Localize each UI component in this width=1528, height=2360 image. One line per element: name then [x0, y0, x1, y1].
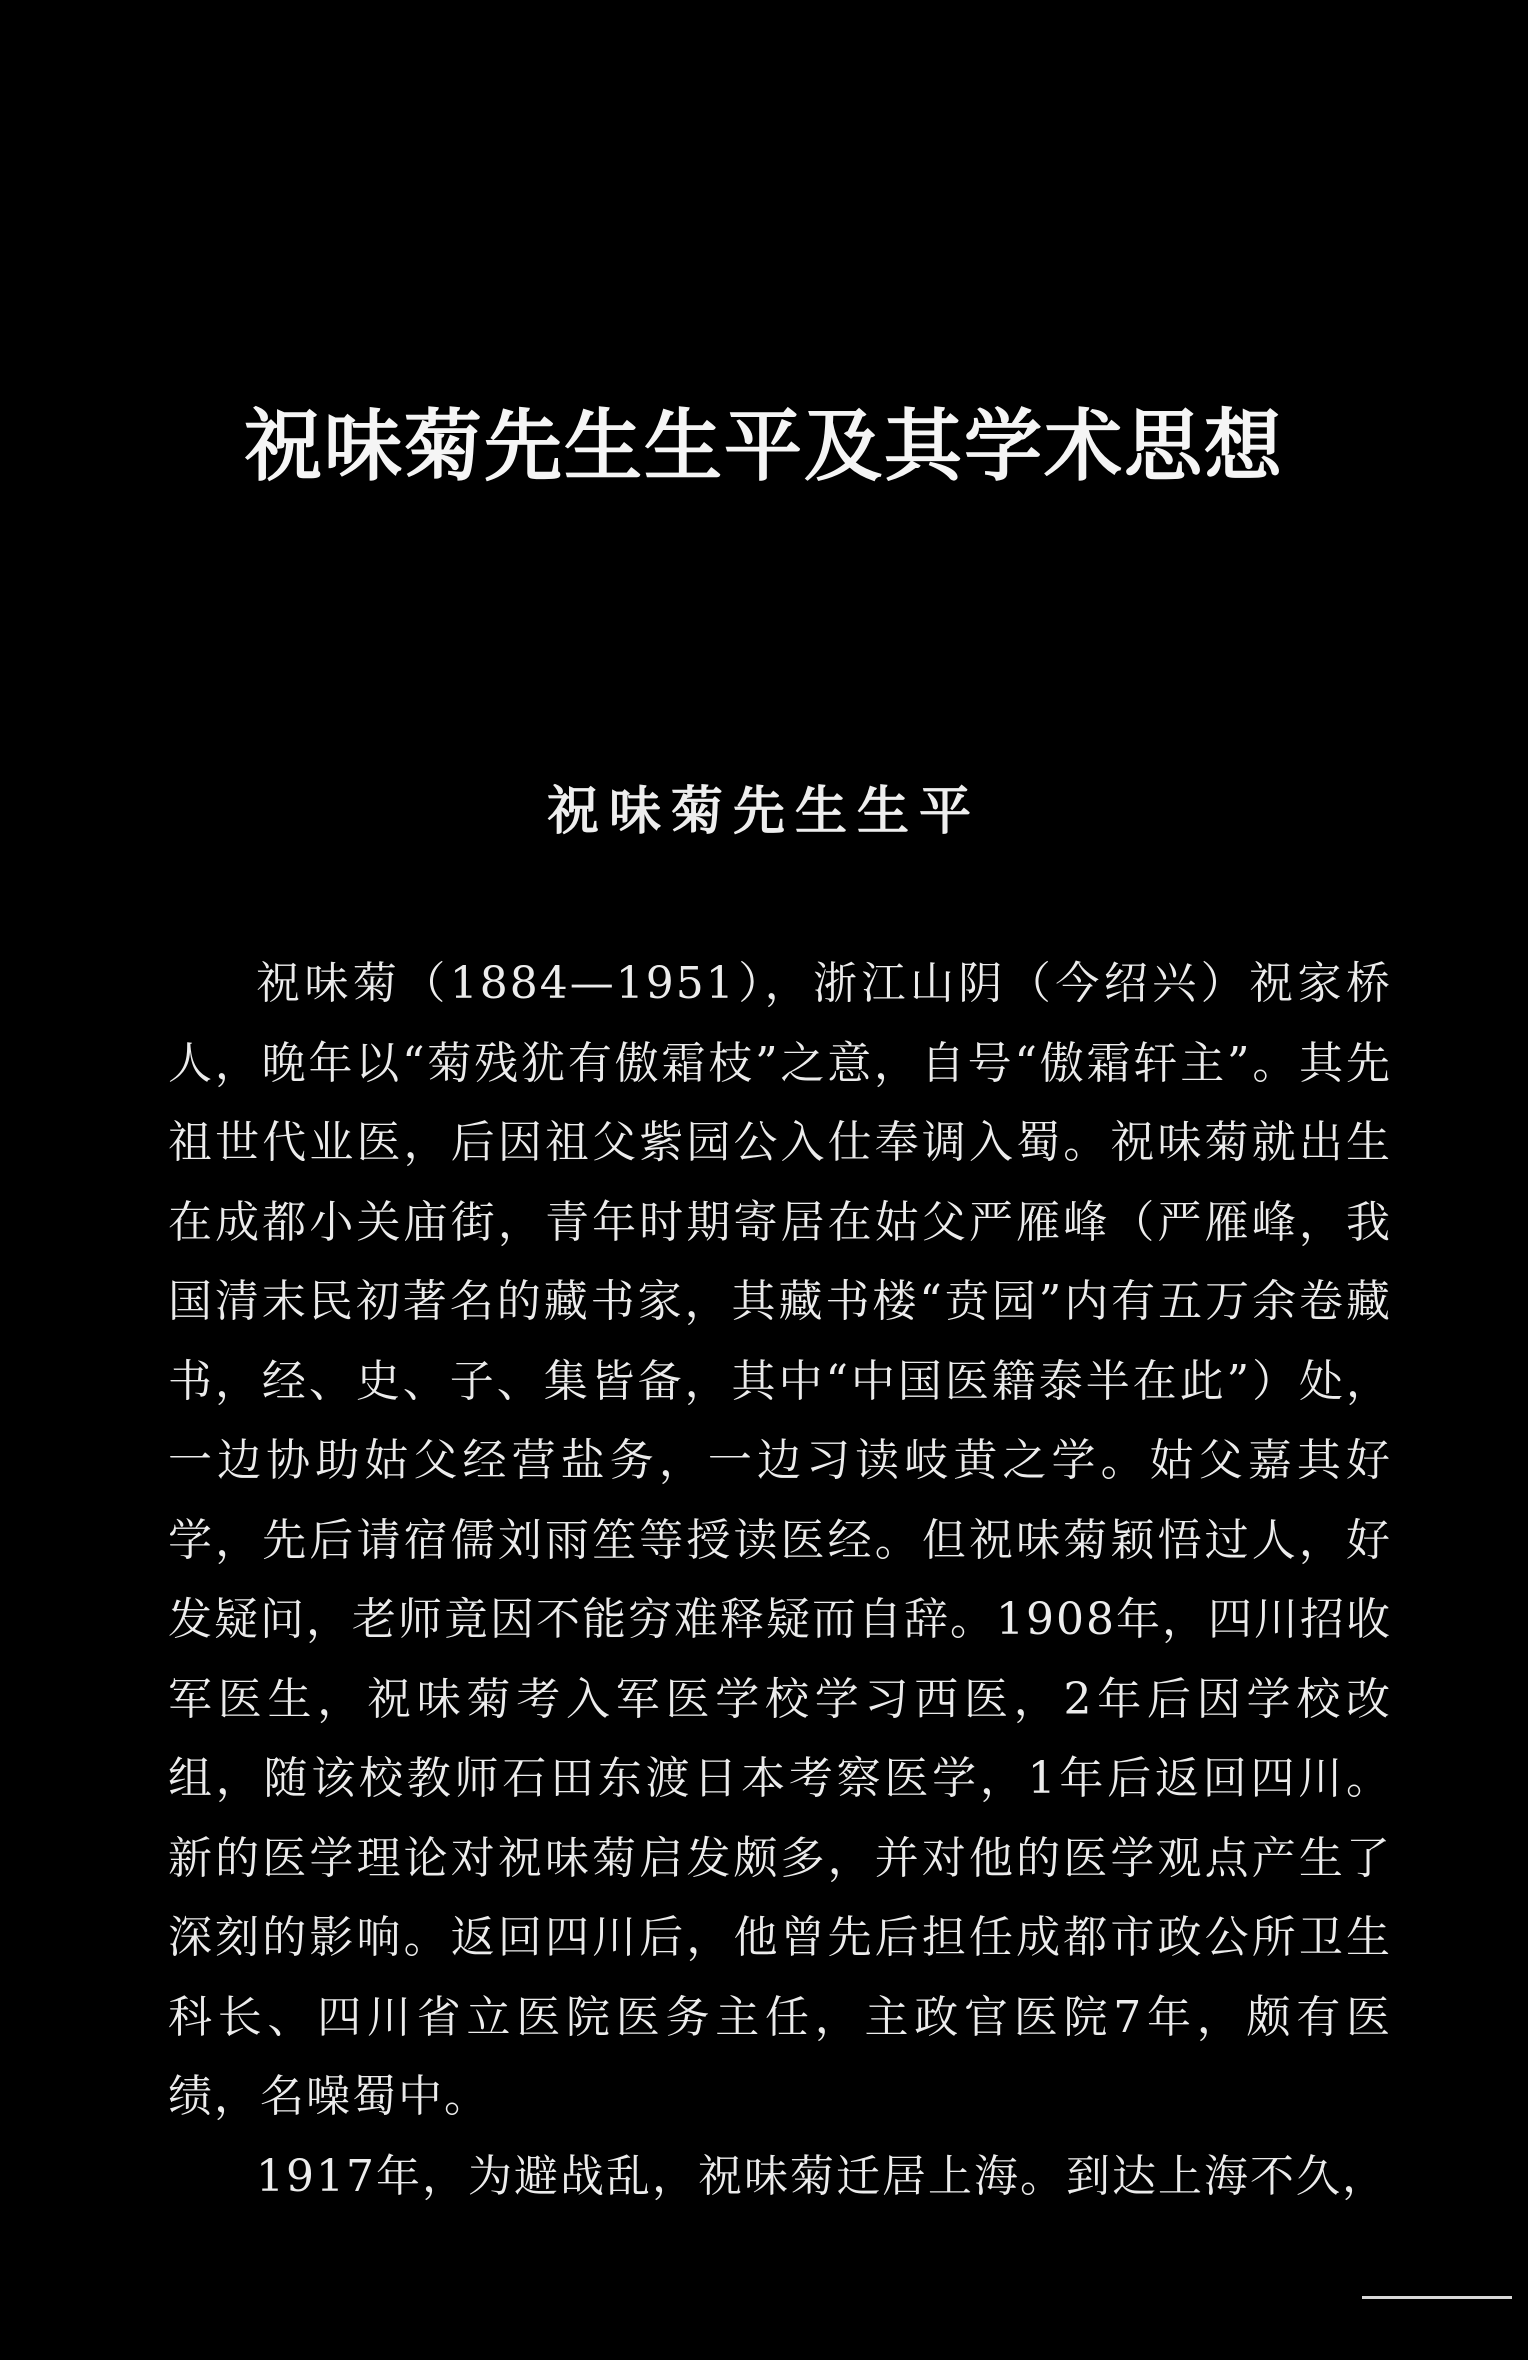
- section-title: 祝味菊先生生平: [546, 781, 981, 842]
- page-title: 祝味菊先生生平及其学术思想: [243, 401, 1284, 492]
- page-corner-rule: [1362, 2296, 1512, 2299]
- paragraph-1: 祝味菊（1884—1951），浙江山阴（今绍兴）祝家桥人，晚年以“菊残犹有傲霜枝”之意，自号“傲霜轩主”。其先祖世代业医，后因祖父紫园公入仕奉调入蜀。祝味菊就出生在成都小关庙街，青年时期寄居在姑父严雁峰（严雁峰，我国清末民初著名的藏书家，其藏书楼“贲园”内有五万余卷藏书，经、史、子、集皆备，其中“中国医籍泰半在此”）处，一边协助姑父经营盐务，一边习读岐黄之学。姑父嘉其好学，先后请宿儒刘雨笙等授读医经。但祝味菊颖悟过人，好发疑问，老师竟因不能穷难释疑而自辞。1908年，四川招收军医生，祝味菊考入军医学校学习西医，2年后因学校改组，随该校教师石田东渡日本考察医学，1年后返回四川。新的医学理论对祝味菊启发颇多，并对他的医学观点产生了深刻的影响。返回四川后，他曾先后担任成都市政公所卫生科长、四川省立医院医务主任，主政官医院7年，颇有医绩，名噪蜀中。: [168, 958, 1392, 2122]
- paragraph-2: 1917年，为避战乱，祝味菊迁居上海。到达上海不久，: [256, 2150, 1388, 2202]
- body-text: [168, 944, 1392, 2216]
